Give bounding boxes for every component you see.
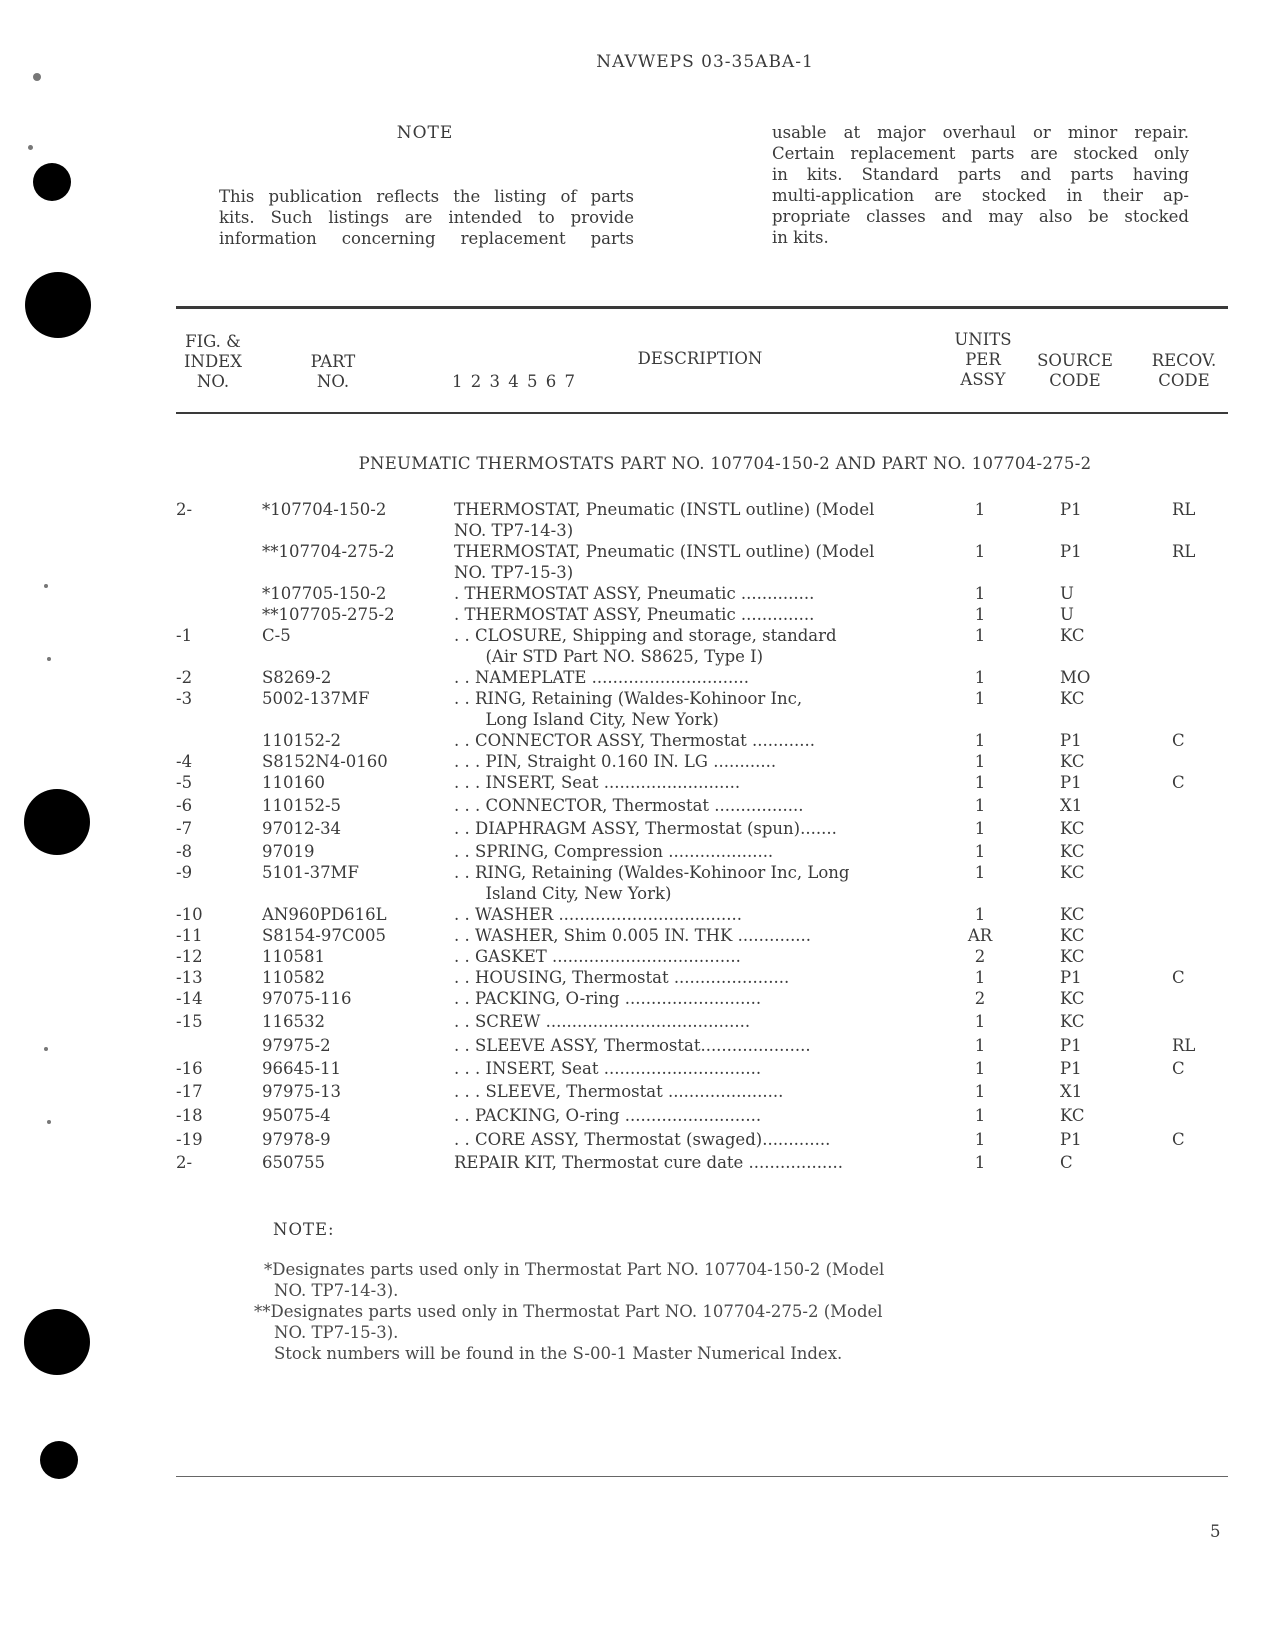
row-units: 1: [974, 1012, 986, 1031]
page-bottom-rule: [176, 1476, 1228, 1477]
note-line: This publication reflects the listing of parts: [219, 187, 634, 206]
row-part-no: 116532: [262, 1012, 325, 1031]
row-description: THERMOSTAT, Pneumatic (INSTL outline) (Model: [454, 542, 875, 561]
row-source-code: KC: [1060, 1106, 1085, 1125]
row-units: 1: [974, 863, 986, 882]
footnote-line: Stock numbers will be found in the S-00-1 Master Numerical Index.: [274, 1344, 843, 1363]
table-row: [0, 563, 1284, 584]
footnote-line: **Designates parts used only in Thermostat Part NO. 107704-275-2 (Model: [254, 1302, 883, 1321]
row-index: -19: [176, 1130, 203, 1149]
row-description: . . RING, Retaining (Waldes-Kohinoor Inc, Long: [454, 863, 850, 882]
row-index: -15: [176, 1012, 203, 1031]
row-source-code: KC: [1060, 863, 1085, 882]
row-units: 1: [974, 605, 986, 624]
row-description: . . RING, Retaining (Waldes-Kohinoor Inc,: [454, 689, 803, 708]
row-description: . . HOUSING, Thermostat ......................: [454, 968, 790, 987]
row-part-no: 110581: [262, 947, 325, 966]
row-units: 1: [974, 1036, 986, 1055]
row-source-code: P1: [1060, 731, 1082, 750]
row-part-no: 97975-2: [262, 1036, 331, 1055]
row-source-code: KC: [1060, 947, 1085, 966]
table-top-rule: [176, 306, 1228, 309]
row-source-code: P1: [1060, 500, 1082, 519]
row-part-no: 5002-137MF: [262, 689, 370, 708]
row-description: . . SCREW .......................................: [454, 1012, 751, 1031]
note-line: multi-application are stocked in their ap-: [772, 186, 1189, 205]
document-id: NAVWEPS 03-35ABA-1: [596, 52, 814, 72]
note-line: in kits.: [772, 228, 829, 247]
row-index: -14: [176, 989, 203, 1008]
table-row: [0, 968, 1284, 989]
row-source-code: KC: [1060, 626, 1085, 645]
table-row: [0, 668, 1284, 689]
row-index: -8: [176, 842, 193, 861]
table-row: [0, 521, 1284, 542]
row-units: 1: [974, 1106, 986, 1125]
row-source-code: KC: [1060, 1012, 1085, 1031]
row-description: . . CONNECTOR ASSY, Thermostat ............: [454, 731, 815, 750]
table-row: [0, 1153, 1284, 1174]
table-row: [0, 605, 1284, 626]
row-description: . . GASKET ....................................: [454, 947, 741, 966]
row-units: 1: [974, 842, 986, 861]
row-part-no: 110582: [262, 968, 325, 987]
row-description: NO. TP7-15-3): [454, 563, 574, 582]
header-indent-levels: 1 2 3 4 5 6 7: [452, 372, 575, 391]
row-part-no: 95075-4: [262, 1106, 331, 1125]
row-source-code: KC: [1060, 819, 1085, 838]
row-description: . . SPRING, Compression ....................: [454, 842, 774, 861]
row-description: . . . INSERT, Seat ..............................: [454, 1059, 762, 1078]
row-part-no: S8154-97C005: [262, 926, 386, 945]
row-units: 1: [974, 796, 986, 815]
row-description: . . WASHER, Shim 0.005 IN. THK ..............: [454, 926, 812, 945]
row-source-code: P1: [1060, 968, 1082, 987]
table-row: [0, 626, 1284, 647]
row-description: . . CORE ASSY, Thermostat (swaged).............: [454, 1130, 831, 1149]
row-description: THERMOSTAT, Pneumatic (INSTL outline) (Model: [454, 500, 875, 519]
footnote-line: NO. TP7-15-3).: [274, 1323, 399, 1342]
row-index: -7: [176, 819, 193, 838]
row-units: 1: [974, 689, 986, 708]
table-row: [0, 989, 1284, 1010]
row-units: 1: [974, 968, 986, 987]
table-row: [0, 863, 1284, 884]
header-index: FIG. & INDEX NO.: [184, 332, 242, 391]
table-row: [0, 926, 1284, 947]
row-source-code: KC: [1060, 689, 1085, 708]
note-right-column: [772, 122, 1189, 248]
row-part-no: S8152N4-0160: [262, 752, 388, 771]
row-description: . . . PIN, Straight 0.160 IN. LG ............: [454, 752, 777, 771]
row-source-code: KC: [1060, 905, 1085, 924]
table-row: [0, 542, 1284, 563]
row-recov-code: RL: [1172, 500, 1196, 519]
row-description: . . PACKING, O-ring ..........................: [454, 1106, 762, 1125]
row-index: -18: [176, 1106, 203, 1125]
note-line: Certain replacement parts are stocked only: [772, 144, 1189, 163]
table-row: [0, 842, 1284, 863]
row-units: 1: [974, 542, 986, 561]
row-recov-code: C: [1172, 1059, 1185, 1078]
row-part-no: 110152-2: [262, 731, 342, 750]
row-index: 2-: [176, 1153, 193, 1172]
row-units: 1: [974, 626, 986, 645]
row-units: 1: [974, 1130, 986, 1149]
footnote-title: NOTE:: [273, 1220, 335, 1239]
table-header-rule: [176, 412, 1228, 414]
row-description: . . NAMEPLATE ..............................: [454, 668, 749, 687]
binder-hole: [40, 1441, 78, 1479]
table-row: [0, 947, 1284, 968]
row-units: 2: [974, 989, 986, 1008]
row-source-code: MO: [1060, 668, 1091, 687]
row-description: . . DIAPHRAGM ASSY, Thermostat (spun).......: [454, 819, 837, 838]
table-row: [0, 731, 1284, 752]
row-part-no: S8269-2: [262, 668, 332, 687]
row-index: -5: [176, 773, 193, 792]
row-units: 1: [974, 773, 986, 792]
row-description: Island City, New York): [454, 884, 672, 903]
table-row: [0, 819, 1284, 840]
row-description: . . SLEEVE ASSY, Thermostat.....................: [454, 1036, 811, 1055]
row-recov-code: C: [1172, 731, 1185, 750]
row-part-no: C-5: [262, 626, 291, 645]
row-description: . . . SLEEVE, Thermostat ......................: [454, 1082, 784, 1101]
table-row: [0, 1036, 1284, 1057]
row-description: . . . INSERT, Seat ..........................: [454, 773, 741, 792]
footnote-line: *Designates parts used only in Thermostat Part NO. 107704-150-2 (Model: [264, 1260, 885, 1279]
row-index: -13: [176, 968, 203, 987]
row-description: NO. TP7-14-3): [454, 521, 574, 540]
note-line: kits. Such listings are intended to provide: [219, 208, 634, 227]
row-part-no: 110160: [262, 773, 325, 792]
table-row: [0, 1106, 1284, 1127]
row-part-no: 97978-9: [262, 1130, 331, 1149]
row-index: -2: [176, 668, 193, 687]
row-units: 1: [974, 752, 986, 771]
row-source-code: C: [1060, 1153, 1073, 1172]
row-source-code: KC: [1060, 752, 1085, 771]
row-recov-code: C: [1172, 773, 1185, 792]
row-index: -12: [176, 947, 203, 966]
row-index: -3: [176, 689, 193, 708]
row-units: 1: [974, 1153, 986, 1172]
table-row: [0, 905, 1284, 926]
table-row: [0, 689, 1284, 710]
row-index: -17: [176, 1082, 203, 1101]
row-description: . THERMOSTAT ASSY, Pneumatic ..............: [454, 605, 815, 624]
table-row: [0, 884, 1284, 905]
header-description: DESCRIPTION: [637, 349, 763, 368]
binder-hole: [24, 1309, 90, 1375]
row-part-no: *107704-150-2: [262, 500, 387, 519]
header-recov: RECOV. CODE: [1151, 351, 1217, 390]
row-part-no: 96645-11: [262, 1059, 342, 1078]
page-number: 5: [1210, 1522, 1221, 1541]
row-source-code: KC: [1060, 842, 1085, 861]
row-units: 1: [974, 668, 986, 687]
row-part-no: 650755: [262, 1153, 325, 1172]
row-recov-code: C: [1172, 1130, 1185, 1149]
row-part-no: AN960PD616L: [262, 905, 387, 924]
row-units: AR: [967, 926, 993, 945]
row-source-code: P1: [1060, 1059, 1082, 1078]
row-units: 1: [974, 584, 986, 603]
header-units: UNITS PER ASSY: [954, 330, 1012, 389]
table-row: [0, 710, 1284, 731]
row-description: . THERMOSTAT ASSY, Pneumatic ..............: [454, 584, 815, 603]
binder-hole: [33, 163, 71, 201]
row-units: 2: [974, 947, 986, 966]
row-source-code: U: [1060, 605, 1074, 624]
row-index: 2-: [176, 500, 193, 519]
row-index: -10: [176, 905, 203, 924]
note-line: information concerning replacement parts: [219, 229, 634, 248]
row-units: 1: [974, 500, 986, 519]
row-index: -6: [176, 796, 193, 815]
row-source-code: P1: [1060, 542, 1082, 561]
row-units: 1: [974, 1082, 986, 1101]
note-line: usable at major overhaul or minor repair.: [772, 123, 1189, 142]
note-line: in kits. Standard parts and parts having: [772, 165, 1189, 184]
row-part-no: 110152-5: [262, 796, 342, 815]
table-row: [0, 752, 1284, 773]
row-units: 1: [974, 1059, 986, 1078]
row-source-code: P1: [1060, 1036, 1082, 1055]
row-recov-code: RL: [1172, 1036, 1196, 1055]
row-description: REPAIR KIT, Thermostat cure date ..................: [454, 1153, 843, 1172]
row-index: -9: [176, 863, 193, 882]
row-source-code: P1: [1060, 773, 1082, 792]
scan-speck: [33, 73, 41, 81]
row-units: 1: [974, 731, 986, 750]
row-description: . . PACKING, O-ring ..........................: [454, 989, 762, 1008]
table-row: [0, 1059, 1284, 1080]
row-source-code: U: [1060, 584, 1074, 603]
table-row: [0, 500, 1284, 521]
scan-speck: [28, 145, 33, 150]
table-row: [0, 1082, 1284, 1103]
row-index: -1: [176, 626, 193, 645]
row-source-code: KC: [1060, 989, 1085, 1008]
row-part-no: 5101-37MF: [262, 863, 359, 882]
note-left-column: [219, 186, 634, 249]
section-title: PNEUMATIC THERMOSTATS PART NO. 107704-150-2 AND PART NO. 107704-275-2: [358, 454, 1092, 473]
row-part-no: **107704-275-2: [262, 542, 395, 561]
footnote-line: NO. TP7-14-3).: [274, 1281, 399, 1300]
row-recov-code: C: [1172, 968, 1185, 987]
row-units: 1: [974, 905, 986, 924]
note-title: NOTE: [396, 123, 454, 143]
row-part-no: 97975-13: [262, 1082, 342, 1101]
row-description: . . . CONNECTOR, Thermostat .................: [454, 796, 804, 815]
row-part-no: **107705-275-2: [262, 605, 395, 624]
table-row: [0, 584, 1284, 605]
row-description: Long Island City, New York): [454, 710, 719, 729]
table-row: [0, 647, 1284, 668]
row-part-no: 97019: [262, 842, 315, 861]
row-description: (Air STD Part NO. S8625, Type I): [454, 647, 764, 666]
row-recov-code: RL: [1172, 542, 1196, 561]
table-row: [0, 773, 1284, 794]
header-part: PART NO.: [310, 352, 356, 391]
row-source-code: P1: [1060, 1130, 1082, 1149]
note-line: propriate classes and may also be stocked: [772, 207, 1189, 226]
row-source-code: KC: [1060, 926, 1085, 945]
row-source-code: X1: [1060, 796, 1083, 815]
header-source: SOURCE CODE: [1037, 351, 1113, 390]
table-row: [0, 1130, 1284, 1151]
row-source-code: X1: [1060, 1082, 1083, 1101]
row-index: -11: [176, 926, 203, 945]
row-description: . . WASHER ...................................: [454, 905, 743, 924]
row-index: -16: [176, 1059, 203, 1078]
row-units: 1: [974, 819, 986, 838]
table-row: [0, 796, 1284, 817]
binder-hole: [25, 272, 91, 338]
table-row: [0, 1012, 1284, 1033]
row-part-no: *107705-150-2: [262, 584, 387, 603]
row-index: -4: [176, 752, 193, 771]
row-description: . . CLOSURE, Shipping and storage, standard: [454, 626, 837, 645]
row-part-no: 97075-116: [262, 989, 352, 1008]
row-part-no: 97012-34: [262, 819, 342, 838]
